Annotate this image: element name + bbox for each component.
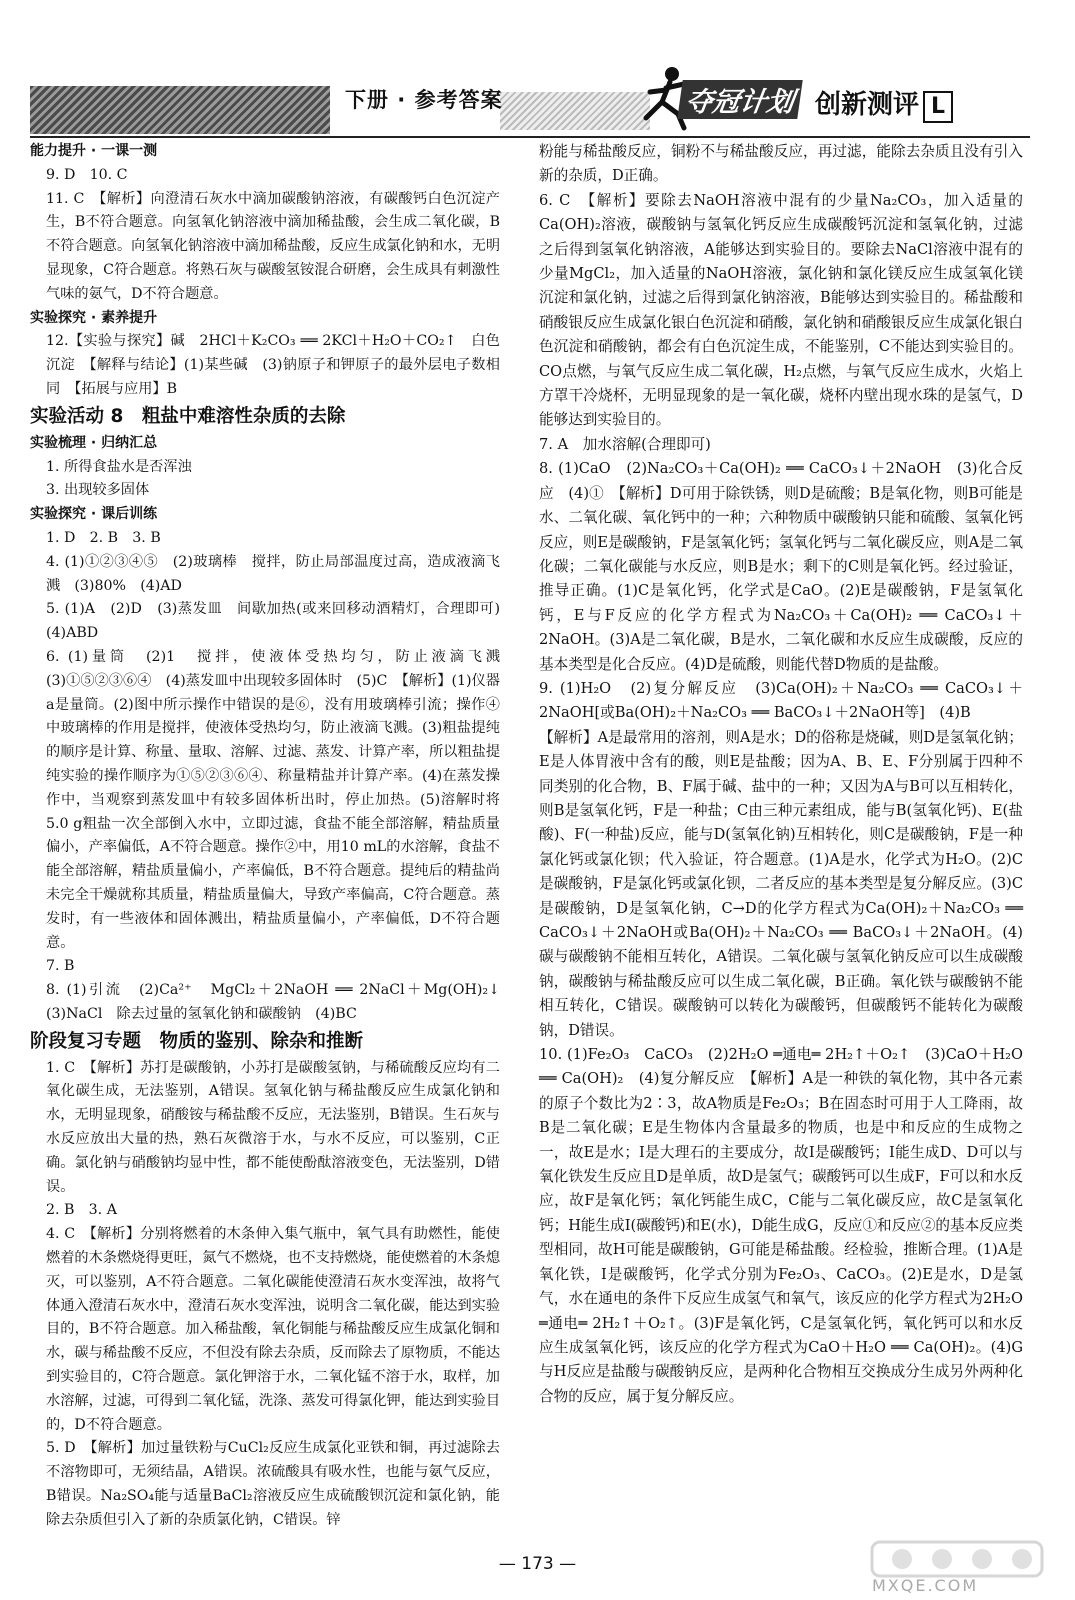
right-column — [523, 140, 1023, 1409]
answer-paragraph: 1. C 【解析】苏打是碳酸钠，小苏打是碳酸氢钠，与稀硫酸反应均有二氧化碳生成，无法鉴别，A错误。氢氧化钠与稀盐酸反应生成氯化钠和水，无明显现象，硝酸铵与稀盐酸不反应，无法鉴别，B错误。生石灰与水反应放出大量的热，熟石灰微溶于水，与水不反应，可以鉴别，C正确。氯化钠与硝酸钠均显中性，都不能使酚酞溶液变色，无法鉴别，D错误。 — [46, 1059, 500, 1195]
answer-paragraph: 3. 出现较多固体 — [46, 482, 150, 499]
section-title: 实验活动 8 粗盐中难溶性杂质的去除 — [30, 405, 346, 427]
page-header — [0, 0, 1075, 130]
answer-paragraph: 6. (1)量筒 (2)1 搅拌，使液体受热均匀，防止液滴飞溅 (3)①⑤②③⑥④ (4)蒸发皿中出现较多固体时 (5)C 【解析】(1)仪器a是量筒。(2)图中所示操作中错误的是⑥，没有用玻璃棒引流；操作④中玻璃棒的作用是搅拌，使液体受热均匀，防止液滴飞溅。(3)粗盐提纯的顺序是计算、称量、量取、溶解、过滤、蒸发、计算产率，所以粗盐提纯实验的操作顺序为①⑤②③⑥④、称量精盐并计算产率。(4)在蒸发操作中，当观察到蒸发皿中有较多固体析出时，停止加热。(5)溶解时将5.0 g粗盐一次全部倒入水中，立即过滤，食盐不能全部溶解，精盐质量偏小，产率偏低，A不符合题意。操作②中，用10 mL的水溶解，食盐不能全部溶解，精盐质量偏小，产率偏低，B不符合题意。提纯后的精盐尚未完全干燥就称其质量，精盐质量偏大，导致产率偏高，C符合题意。蒸发时，有一些液体和固体溅出，精盐质量偏小，产率偏低，D不符合题意。 — [46, 648, 515, 951]
answer-paragraph: 8. (1)CaO (2)Na₂CO₃＋Ca(OH)₂ ══ CaCO₃↓＋2NaOH (3)化合反应 (4)① 【解析】D可用于除铁锈，则D是硫酸；B是氧化物，则B可能是水、二氧化碳、氧化钙中的一种；六种物质中碳酸钠只能和硫酸、氢氧化钙反应，则E是碳酸钠，F是氢氧化钙；氢氧化钙与二氧化碳反应，则A是二氧化碳；二氧化碳能与水反应，则B是水；剩下的C则是氧化钙。经过验证，推导正确。(1)C是氧化钙，化学式是CaO。(2)E是碳酸钠，F是氢氧化钙，E与F反应的化学方程式为Na₂CO₃＋Ca(OH)₂ ══ CaCO₃↓＋2NaOH。(3)A是二氧化碳，B是水，二氧化碳和水反应生成碳酸，反应的基本类型是化合反应。(4)D是硫酸，则能代替D物质的是盐酸。 — [539, 460, 1023, 673]
subsection-heading: 实验梳理 · 归纳汇总 — [30, 434, 158, 451]
page-number: — 173 — — [498, 1554, 577, 1574]
subsection-heading: 实验探究 · 素养提升 — [30, 309, 158, 326]
left-column — [30, 140, 515, 1533]
header-divider — [30, 136, 1030, 138]
answer-paragraph: 【解析】A是最常用的溶剂，则A是水；D的俗称是烧碱，则D是氢氧化钠；E是人体胃液中含有的酸，则E是盐酸；因为A、B、E、F分别属于四种不同类别的化合物，B、F属于碱、盐中的一种；又因为A与B可以互相转化，则B是氢氧化钙，F是一种盐；C由三种元素组成，能与B(氢氧化钙)、E(盐酸)、F(一种盐)反应，能与D(氢氧化钠)互相转化，则C是碳酸钠，F是一种氯化钙或氯化钡；代入验证，符合题意。(1)A是水，化学式为H₂O。(2)C是碳酸钠，F是氯化钙或氯化钡，二者反应的基本类型是复分解反应。(3)C是碳酸钠，D是氢氧化钠，C→D的化学方程式为Ca(OH)₂＋Na₂CO₃ ══ CaCO₃↓＋2NaOH或Ba(OH)₂＋Na₂CO₃ ══ BaCO₃↓＋2NaOH。(4)碳与碳酸钠不能相互转化，A错误。二氧化碳与氢氧化钠反应可以生成碳酸钠，碳酸钠与稀盐酸反应可以生成二氧化碳，B正确。氧化铁与碳酸钠不能相互转化，C错误。碳酸钠可以转化为碳酸钙，但碳酸钙不能转化为碳酸钠，D错误。 — [539, 728, 1023, 1039]
answer-paragraph: 9. (1)H₂O (2)复分解反应 (3)Ca(OH)₂＋Na₂CO₃ ══ CaCO₃↓＋2NaOH[或Ba(OH)₂＋Na₂CO₃ ══ BaCO₃↓＋2NaOH等] (4)B — [539, 679, 1023, 722]
answer-paragraph: 4. (1)①②③④⑤ (2)玻璃棒 搅拌，防止局部温度过高，造成液滴飞溅 (3)80% (4)AD — [46, 553, 500, 594]
section-title: 阶段复习专题 物质的鉴别、除杂和推断 — [30, 1030, 364, 1052]
answer-paragraph: 8. (1)引流 (2)Ca²⁺ MgCl₂＋2NaOH ══ 2NaCl＋Mg(OH)₂↓ (3)NaCl 除去过量的氢氧化钠和碳酸钠 (4)BC — [46, 982, 515, 1022]
header-title: 下册 · 参考答案 — [345, 88, 503, 112]
series-name — [815, 84, 953, 123]
answer-paragraph: 10. (1)Fe₂O₃ CaCO₃ (2)2H₂O ═通电═ 2H₂↑＋O₂↑ (3)CaO＋H₂O ══ Ca(OH)₂ (4)复分解反应 【解析】A是一种铁的氧化物，其中各元素的原子个数比为2∶3，故A物质是Fe₂O₃；B在固态时可用于人工降雨，故B是二氧化碳；E是生物体内含量最多的物质，也是中和反应的生成物之一，故E是水；I是大理石的主要成分，故I是碳酸钙；I能生成D、D可以与氧化铁发生反应且D是单质，故D是氢气；碳酸钙可以生成F，F可以和水反应，故F是氧化钙；氧化钙能生成C，C能与二氧化碳反应，故C是氢氧化钙；H能生成I(碳酸钙)和E(水)，D能生成G，反应①和反应②的基本反应类型相同，故H可能是碳酸钠，G可能是稀盐酸。经检验，推断合理。(1)A是氧化铁，I是碳酸钙，化学式分别为Fe₂O₃、CaCO₃。(2)E是水，D是氢气，水在通电的条件下反应生成氢气和氧气，该反应的化学方程式为2H₂O ═通电═ 2H₂↑＋O₂↑。(3)F是氧化钙，C是氢氧化钙，氧化钙可以和水反应生成氢氧化钙，该反应的化学方程式为CaO＋H₂O ══ Ca(OH)₂。(4)G与H反应是盐酸与碳酸钠反应，是两种化合物相互交换成分生成另外两种化合物的反应，属于复分解反应。 — [539, 1046, 1023, 1405]
answer-paragraph: 6. C 【解析】要除去NaOH溶液中混有的少量Na₂CO₃，加入适量的Ca(OH)₂溶液，碳酸钠与氢氧化钙反应生成碳酸钙沉淀和氢氧化钠，过滤之后得到氢氧化钠溶液，A能够达到实验目的。要除去NaCl溶液中混有的少量MgCl₂，加入适量的NaOH溶液，氯化钠和氯化镁反应生成氢氧化镁沉淀和氯化钠，过滤之后得到氯化钠溶液，B能够达到实验目的。稀盐酸和硝酸银反应生成氯化银白色沉淀和硝酸，氯化钠和硝酸银反应生成氯化银白色沉淀和硝酸钠，都会有白色沉淀生成，不能鉴别，C不能达到实验目的。CO点燃，与氧气反应生成二氧化碳，H₂点燃，与氧气反应生成水，火焰上方罩干冷烧杯，无明显现象的是一氧化碳，烧杯内壁出现水珠的是氢气，D能够达到实验目的。 — [539, 191, 1023, 429]
answer-paragraph: 7. B — [46, 958, 75, 975]
header-stripe-right — [500, 92, 650, 130]
answer-paragraph: 5. D 【解析】加过量铁粉与CuCl₂反应生成氯化亚铁和铜，再过滤除去不溶物即可，无须结晶，A错误。浓硫酸具有吸水性，也能与氨气反应，B错误。Na₂SO₄能与适量BaCl₂溶液反应生成硫酸钡沉淀和氯化钠，能除去杂质但引入了新的杂质氯化钠，C错误。锌 — [46, 1440, 500, 1528]
answer-paragraph: 4. C 【解析】分别将燃着的木条伸入集气瓶中，氧气具有助燃性，能使燃着的木条燃烧得更旺，氮气不燃烧，也不支持燃烧，能使燃着的木条熄灭，可以鉴别，A不符合题意。二氧化碳能使澄清石灰水变浑浊，故将气体通入澄清石灰水中，澄清石灰水变浑浊，说明含二氧化碳，能达到实验目的，B不符合题意。加入稀盐酸，氧化铜能与稀盐酸反应生成氯化铜和水，碳与稀盐酸不反应，不但没有除去杂质，反而除去了原物质，不能达到实验目的，C符合题意。氯化钾溶于水，二氧化锰不溶于水，取样，加水溶解，过滤，可得到二氧化锰，洗涤、蒸发可得氯化钾，能达到实验目的，D不符合题意。 — [46, 1226, 501, 1433]
grade-mark: L — [923, 91, 953, 123]
answer-paragraph: 5. (1)A (2)D (3)蒸发皿 间歇加热(或来回移动酒精灯，合理即可) (4)ABD — [46, 601, 515, 642]
subsection-heading: 实验探究 · 课后训练 — [30, 506, 158, 523]
answer-paragraph: 7. A 加水溶解(合理即可) — [539, 435, 711, 453]
answer-paragraph: 2. B 3. A — [46, 1202, 117, 1219]
answer-paragraph: 1. 所得食盐水是否浑浊 — [46, 458, 192, 475]
series-label: 创新测评 — [815, 90, 920, 120]
answer-paragraph: 粉能与稀盐酸反应，铜粉不与稀盐酸反应，再过滤，能除去杂质且没有引入新的杂质，D正确。 — [539, 143, 1023, 185]
answer-paragraph: 12.【实验与探究】碱 2HCl＋K₂CO₃ ══ 2KCl＋H₂O＋CO₂↑ 白色沉淀 【解释与结论】(1)某些碱 (3)钠原子和钾原子的最外层电子数相同 【拓展与应用】B — [46, 333, 500, 397]
brand-name: 夺冠计划 — [677, 80, 802, 119]
answer-paragraph: 11. C 【解析】向澄清石灰水中滴加碳酸钠溶液，有碳酸钙白色沉淀产生，B不符合题意。向氢氧化钠溶液中滴加稀盐酸，会生成二氧化碳，B不符合题意。向氢氧化钠溶液中滴加稀盐酸，反应生成氯化钠和水，无明显现象，C符合题意。将熟石灰与碳酸氢铵混合研磨，会生成具有刺激性气味的氨气，D不符合题意。 — [46, 190, 501, 302]
answer-paragraph: 1. D 2. B 3. B — [46, 529, 161, 546]
watermark-text: MXQE.COM — [872, 1576, 979, 1595]
header-stripe — [30, 86, 330, 134]
subsection-heading: 能力提升 · 一课一测 — [30, 143, 158, 159]
answer-paragraph: 9. D 10. C — [46, 166, 128, 183]
